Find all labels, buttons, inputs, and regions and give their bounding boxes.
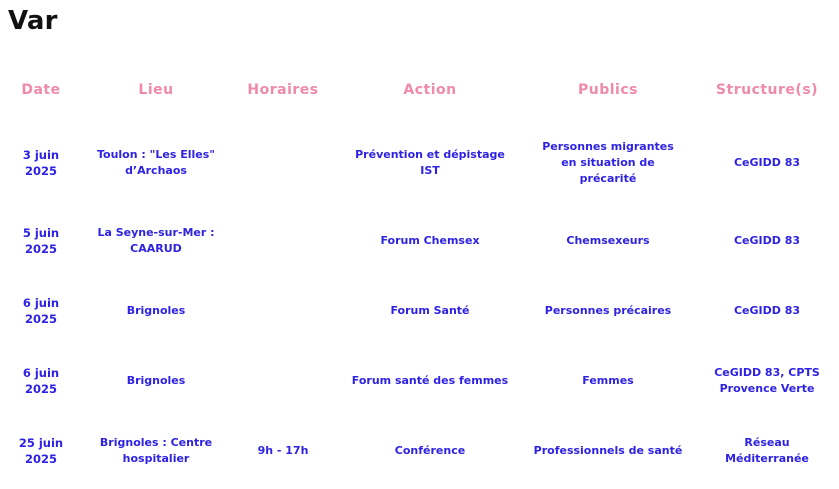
cell-publics: Professionnels de santé — [533, 444, 683, 457]
date-line: 5 juin — [22, 226, 60, 240]
action-line: Prévention et dépistage — [355, 148, 505, 161]
publics-line: précarité — [579, 172, 637, 185]
page-title: Var — [8, 6, 58, 36]
cell-horaires — [238, 286, 328, 336]
lieu-line: hospitalier — [122, 452, 190, 465]
cell-action: Forum Santé — [390, 304, 470, 317]
header-date: Date — [21, 82, 61, 98]
cell-lieu — [94, 138, 218, 188]
lieu-line: CAARUD — [130, 242, 182, 255]
table-row — [0, 426, 839, 476]
structure-line: Réseau — [744, 436, 790, 449]
header-publics: Publics — [578, 82, 638, 98]
cell-date — [6, 286, 76, 336]
cell-publics: Femmes — [582, 374, 634, 387]
table-row — [0, 138, 839, 188]
table-row — [0, 286, 839, 336]
publics-line: Personnes migrantes — [542, 140, 674, 153]
structure-line: Méditerranée — [725, 452, 809, 465]
date-line: 2025 — [24, 164, 57, 178]
publics-line: en situation de — [561, 156, 655, 169]
cell-action: Forum santé des femmes — [351, 374, 509, 387]
cell-structure: CeGIDD 83 — [733, 304, 801, 317]
cell-publics: Personnes précaires — [544, 304, 672, 317]
cell-structure — [698, 426, 836, 476]
cell-horaires — [238, 138, 328, 188]
cell-horaires: 9h - 17h — [257, 444, 309, 457]
cell-action — [345, 138, 515, 188]
cell-date — [6, 138, 76, 188]
date-line: 6 juin — [22, 296, 60, 310]
cell-date — [6, 216, 76, 266]
table-row — [0, 216, 839, 266]
header-action: Action — [403, 82, 457, 98]
cell-date — [6, 356, 76, 406]
action-line: IST — [420, 164, 440, 177]
lieu-line: d’Archaos — [125, 164, 187, 177]
cell-publics: Chemsexeurs — [566, 234, 650, 247]
cell-publics — [530, 138, 686, 188]
date-line: 6 juin — [22, 366, 60, 380]
header-lieu: Lieu — [138, 82, 174, 98]
cell-structure — [698, 356, 836, 406]
cell-structure: CeGIDD 83 — [733, 156, 801, 169]
cell-lieu — [94, 426, 218, 476]
cell-action: Forum Chemsex — [380, 234, 480, 247]
cell-date — [6, 426, 76, 476]
date-line: 2025 — [24, 382, 57, 396]
date-line: 2025 — [24, 242, 57, 256]
date-line: 2025 — [24, 312, 57, 326]
structure-line: CeGIDD 83, CPTS — [714, 366, 820, 379]
cell-lieu: Brignoles — [126, 304, 186, 317]
structure-line: Provence Verte — [719, 382, 815, 395]
date-line: 3 juin — [22, 148, 60, 162]
lieu-line: Brignoles : Centre — [99, 436, 213, 449]
cell-lieu: Brignoles — [126, 374, 186, 387]
cell-lieu — [94, 216, 218, 266]
cell-horaires — [238, 356, 328, 406]
lieu-line: La Seyne-sur-Mer : — [97, 226, 215, 239]
date-line: 2025 — [24, 452, 57, 466]
header-structures: Structure(s) — [715, 82, 819, 98]
cell-action: Conférence — [394, 444, 466, 457]
lieu-line: Toulon : "Les Elles" — [96, 148, 216, 161]
table-row — [0, 356, 839, 406]
cell-structure: CeGIDD 83 — [733, 234, 801, 247]
date-line: 25 juin — [18, 436, 64, 450]
header-horaires: Horaires — [247, 82, 319, 98]
cell-horaires — [238, 216, 328, 266]
